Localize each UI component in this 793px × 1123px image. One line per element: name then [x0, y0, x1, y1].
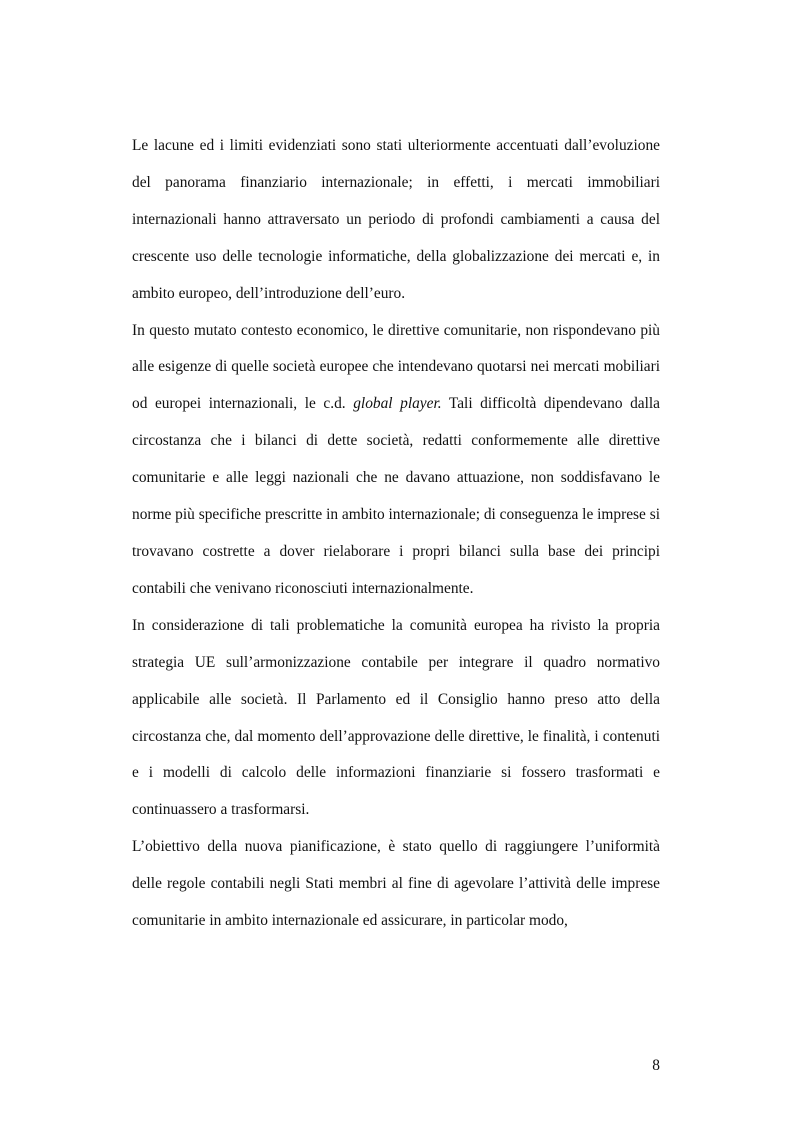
paragraph-2: [132, 313, 660, 608]
paragraph-2-emphasis: global player.: [353, 395, 442, 413]
paragraph-2-text-before: In questo mutato contesto economico, le direttive comunitarie, non rispondevano più alle esigenze di quelle società europee che intendevano quotarsi nei mercati mobiliari od europei internazionali, le c.d.: [132, 321, 660, 413]
body-text: [132, 128, 660, 940]
paragraph-1: Le lacune ed i limiti evidenziati sono stati ulteriormente accentuati dall’evoluzione del panorama finanziario internazionale; in effetti, i mercati immobiliari internazionali hanno attraversato un periodo di profondi cambiamenti a causa del crescente uso delle tecnologie informatiche, della globalizzazione dei mercati e, in ambito europeo, dell’introduzione dell’euro.: [132, 137, 660, 302]
paragraph-4: L’obiettivo della nuova pianificazione, è stato quello di raggiungere l’uniformità delle regole contabili negli Stati membri al fine di agevolare l’attività delle imprese comunitarie in ambito internazionale ed assicurare, in particolar modo,: [132, 838, 660, 930]
paragraph-2-text-after: Tali difficoltà dipendevano dalla circostanza che i bilanci di dette società, redatti conformemente alle direttive comunitarie e alle leggi nazionali che ne davano attuazione, non soddisfavano le norme più specifiche prescritte in ambito internazionale; di conseguenza le imprese si trovavano costrette a dover rielaborare i propri bilanci sulla base dei principi contabili che venivano riconosciuti internazionalmente.: [132, 395, 661, 597]
page-number: 8: [652, 1057, 660, 1074]
paragraph-3: In considerazione di tali problematiche la comunità europea ha rivisto la propria strategia UE sull’armonizzazione contabile per integrare il quadro normativo applicabile alle società. Il Parlamento ed il Consiglio hanno preso atto della circostanza che, dal momento dell’approvazione delle direttive, le finalità, i contenuti e i modelli di calcolo delle informazioni finanziarie si fossero trasformati e continuassero a trasformarsi.: [132, 616, 660, 819]
